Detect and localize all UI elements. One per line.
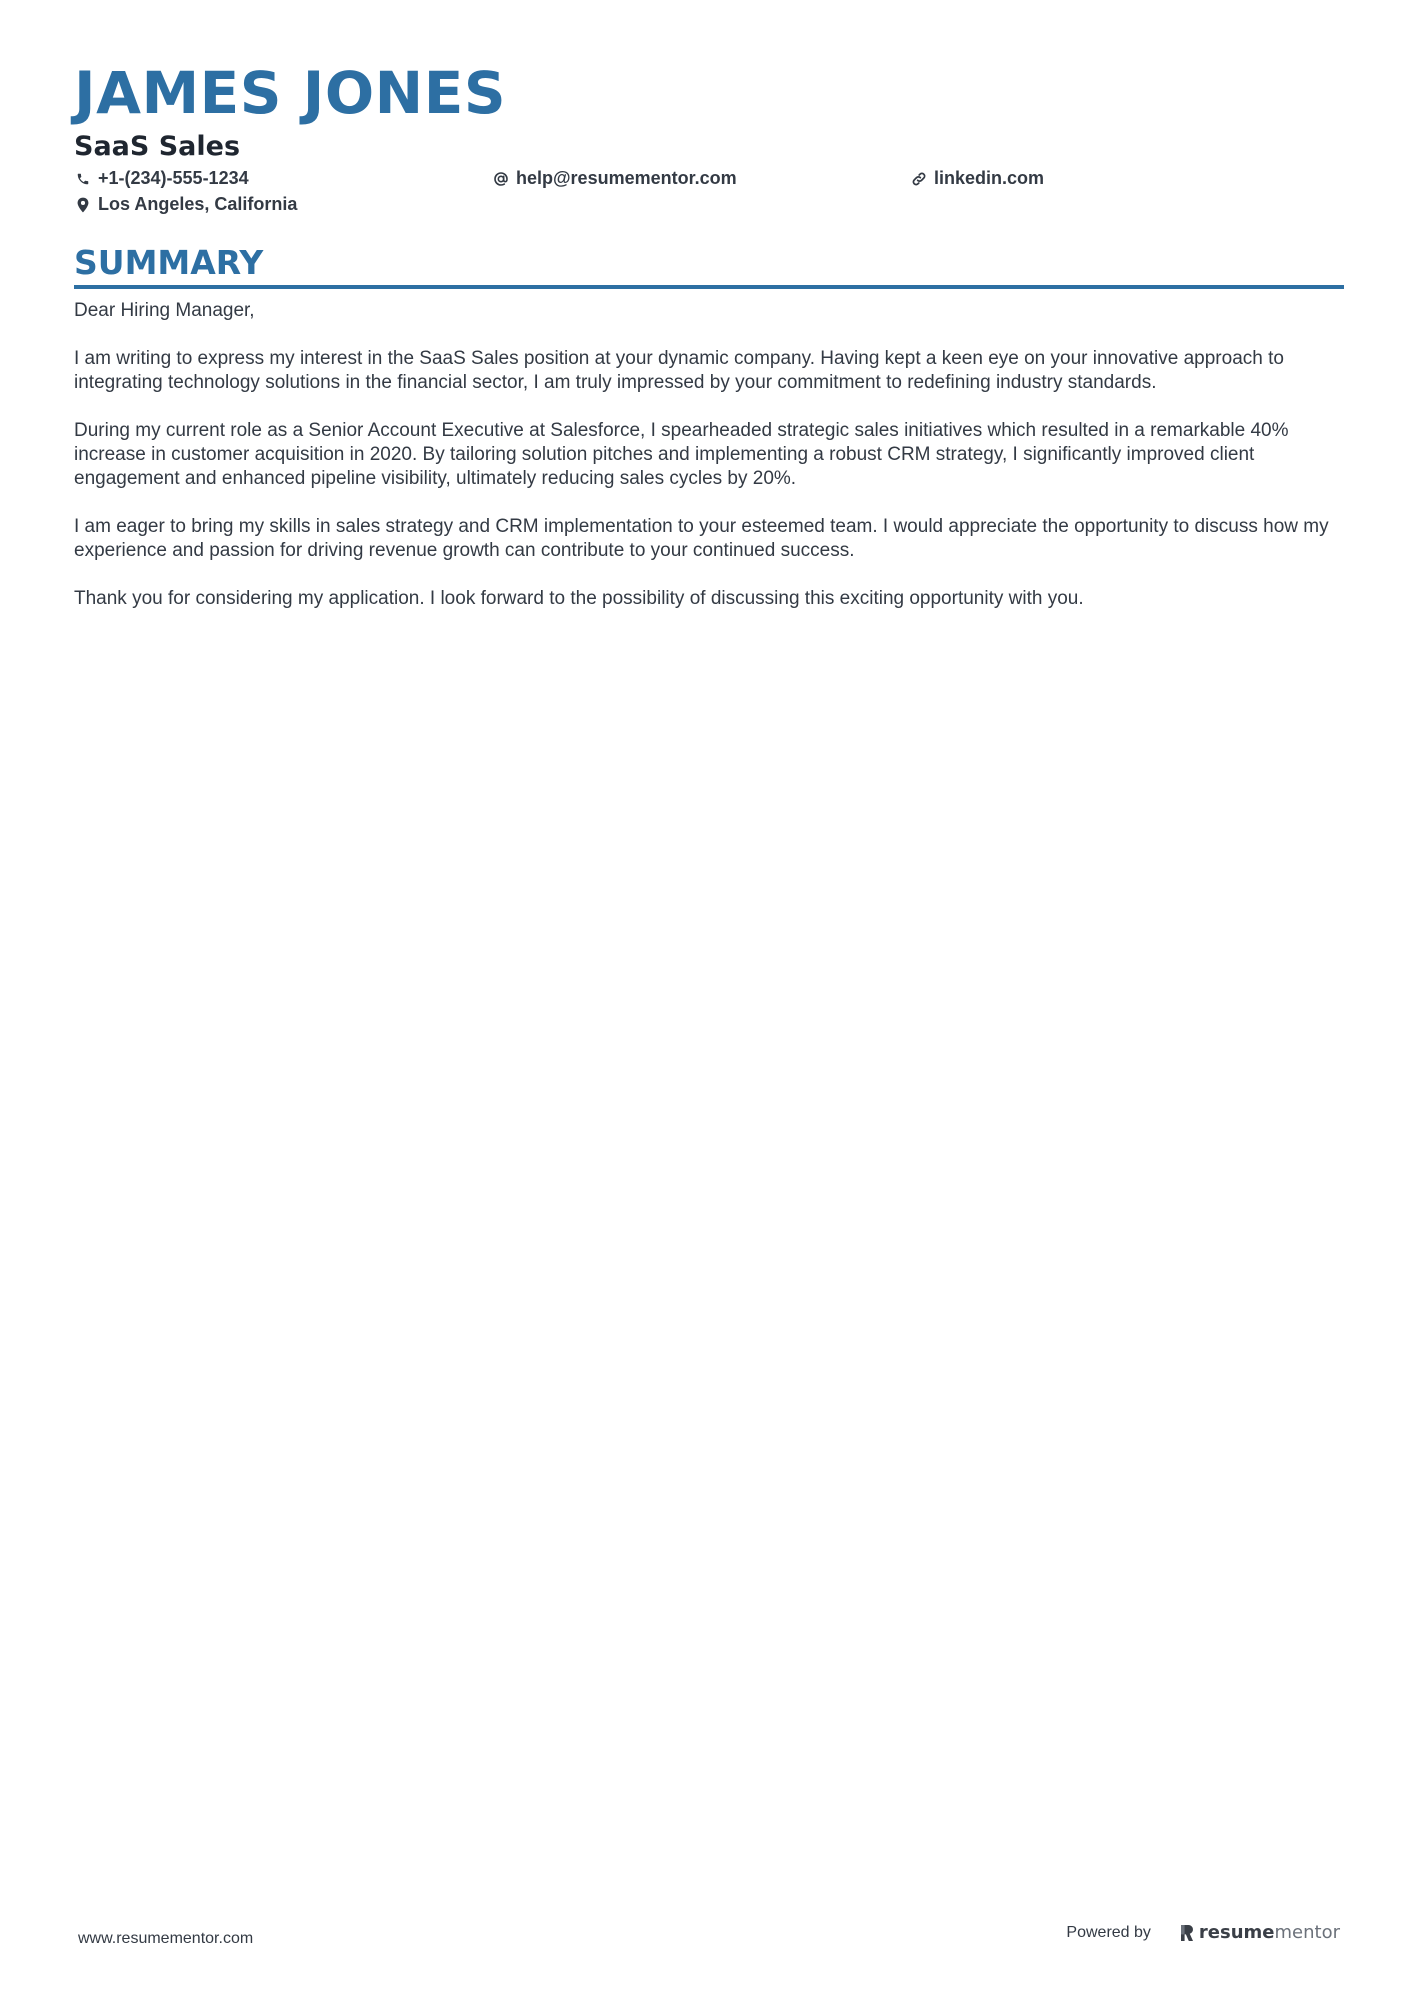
salutation: Dear Hiring Manager,	[74, 300, 255, 321]
contact-location	[74, 194, 297, 215]
section-heading: SUMMARY	[74, 243, 264, 282]
at-icon	[492, 170, 510, 188]
brand-logo[interactable]	[1179, 1922, 1340, 1943]
map-pin-icon	[74, 196, 92, 214]
summary-section	[74, 243, 1344, 635]
link-icon	[910, 170, 928, 188]
cover-letter-body	[74, 299, 1344, 611]
footer-website[interactable]: www.resumementor.com	[78, 1930, 254, 1947]
phone-icon	[74, 170, 92, 188]
section-divider	[74, 285, 1344, 289]
logo-mark-icon	[1179, 1923, 1195, 1943]
footer-branding	[1066, 1922, 1340, 1943]
powered-by-label: Powered by	[1066, 1923, 1151, 1941]
brand-name-bold: resume	[1198, 1922, 1275, 1943]
location-text: Los Angeles, California	[98, 194, 298, 214]
paragraph: I am eager to bring my skills in sales strategy and CRM implementation to your esteemed team. I would appreciate the opportunity to discuss how my experience and passion for driving revenue growth can contribute to your continued success.	[74, 516, 1329, 561]
contact-info	[74, 168, 1344, 224]
job-title: SaaS Sales	[74, 131, 241, 162]
candidate-name: JAMES JONES	[74, 59, 507, 127]
email-text: help@resumementor.com	[516, 168, 737, 188]
phone-text: +1-(234)-555-1234	[98, 168, 249, 188]
resume-header	[74, 58, 1344, 224]
contact-email	[492, 168, 737, 189]
brand-name-light: mentor	[1274, 1922, 1340, 1943]
contact-website	[910, 168, 1044, 189]
paragraph: During my current role as a Senior Account Executive at Salesforce, I spearheaded strategic sales initiatives which resulted in a remarkable 40% increase in customer acquisition in 2020. By tailoring solution pitches and implementing a robust CRM strategy, I significantly improved client engagement and enhanced pipeline visibility, ultimately reducing sales cycles by 20%.	[74, 420, 1289, 489]
closing-paragraph: Thank you for considering my application. I look forward to the possibility of discussing this exciting opportunity with you.	[74, 588, 1084, 609]
contact-phone	[74, 168, 249, 189]
paragraph: I am writing to express my interest in the SaaS Sales position at your dynamic company. Having kept a keen eye on your innovative approach to integrating technology solutions in the financial sector, I am truly impressed by your commitment to redefining industry standards.	[74, 348, 1284, 393]
website-text: linkedin.com	[934, 168, 1045, 188]
